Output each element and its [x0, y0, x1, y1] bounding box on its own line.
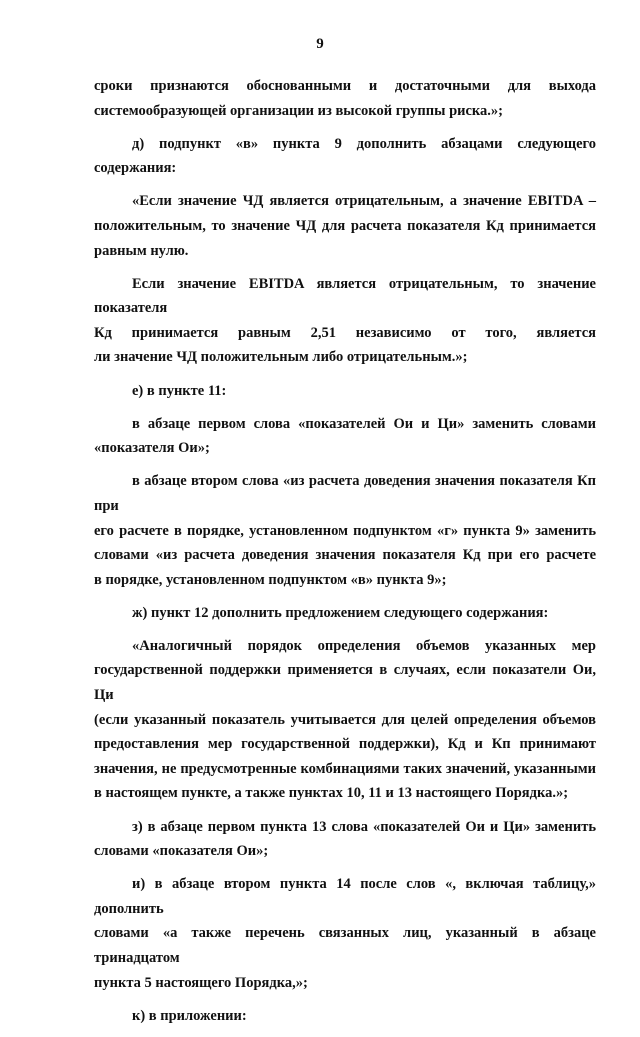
document-body	[94, 74, 596, 1037]
text-line: равным нулю.	[94, 242, 189, 259]
text-line: «показателя Ои»;	[94, 440, 210, 457]
text-line: словами «из расчета доведения значения показателя Кд при его расчете	[94, 547, 596, 564]
text-line: в абзаце втором слова «из расчета доведения значения показателя Кп при	[94, 473, 596, 514]
paragraph-5	[94, 412, 596, 461]
text-line: ж) пункт 12 дополнить предложением следующего содержания:	[132, 604, 549, 621]
text-line: (если указанный показатель учитывается для целей определения объемов	[94, 711, 596, 728]
paragraph-11	[94, 1004, 596, 1029]
text-line: государственной поддержки применяется в случаях, если показатели Ои, Ци	[94, 662, 596, 704]
text-line: значения, не предусмотренные комбинациями таких значений, указанными	[94, 760, 596, 777]
text-line: в настоящем пункте, а также пунктах 10, 11 и 13 настоящего Порядка.»;	[94, 785, 569, 802]
paragraph-3	[94, 272, 596, 370]
text-line: предоставления мер государственной поддержки), Кд и Кп принимают	[94, 736, 596, 753]
page-number: 9	[316, 36, 324, 52]
text-line: е) в пункте 11:	[132, 382, 227, 399]
text-line: сроки признаются обоснованными и достаточными для выхода	[94, 78, 596, 94]
paragraph-1	[94, 132, 596, 181]
text-line: з) в абзаце первом пункта 13 слова «показателей Ои и Ци» заменить	[132, 818, 596, 835]
paragraph-2	[94, 189, 596, 263]
text-line: его расчете в порядке, установленном подпунктом «г» пункта 9» заменить	[94, 522, 596, 539]
text-line: словами «а также перечень связанных лиц, указанный в абзаце тринадцатом	[94, 925, 596, 966]
paragraph-9	[94, 815, 596, 864]
text-line: «Если значение ЧД является отрицательным, а значение EBITDA –	[132, 193, 596, 210]
text-line: ли значение ЧД положительным либо отрицательным.»;	[94, 349, 468, 366]
text-line: пункта 5 настоящего Порядка,»;	[94, 974, 308, 991]
paragraph-7	[94, 601, 596, 626]
paragraph-8	[94, 634, 596, 806]
paragraph-0	[94, 74, 596, 123]
text-line: и) в абзаце втором пункта 14 после слов «, включая таблицу,» дополнить	[94, 876, 596, 917]
text-line: положительным, то значение ЧД для расчета показателя Кд принимается	[94, 217, 596, 234]
text-line: Если значение EBITDA является отрицательным, то значение показателя	[94, 275, 596, 317]
text-line: в порядке, установленном подпунктом «в» пункта 9»;	[94, 571, 447, 588]
paragraph-4	[94, 379, 596, 404]
paragraph-6	[94, 469, 596, 592]
text-line: словами «показателя Ои»;	[94, 843, 269, 860]
text-line: системообразующей организации из высокой группы риска.»;	[94, 102, 504, 119]
text-line: д) подпункт «в» пункта 9 дополнить абзацами следующего содержания:	[94, 135, 596, 177]
text-line: Кд принимается равным 2,51 независимо от того, является	[94, 324, 596, 341]
text-line: «Аналогичный порядок определения объемов указанных мер	[132, 637, 596, 654]
paragraph-10	[94, 872, 596, 995]
text-line: к) в приложении:	[132, 1007, 247, 1024]
text-line: в абзаце первом слова «показателей Ои и Ци» заменить словами	[132, 415, 596, 432]
